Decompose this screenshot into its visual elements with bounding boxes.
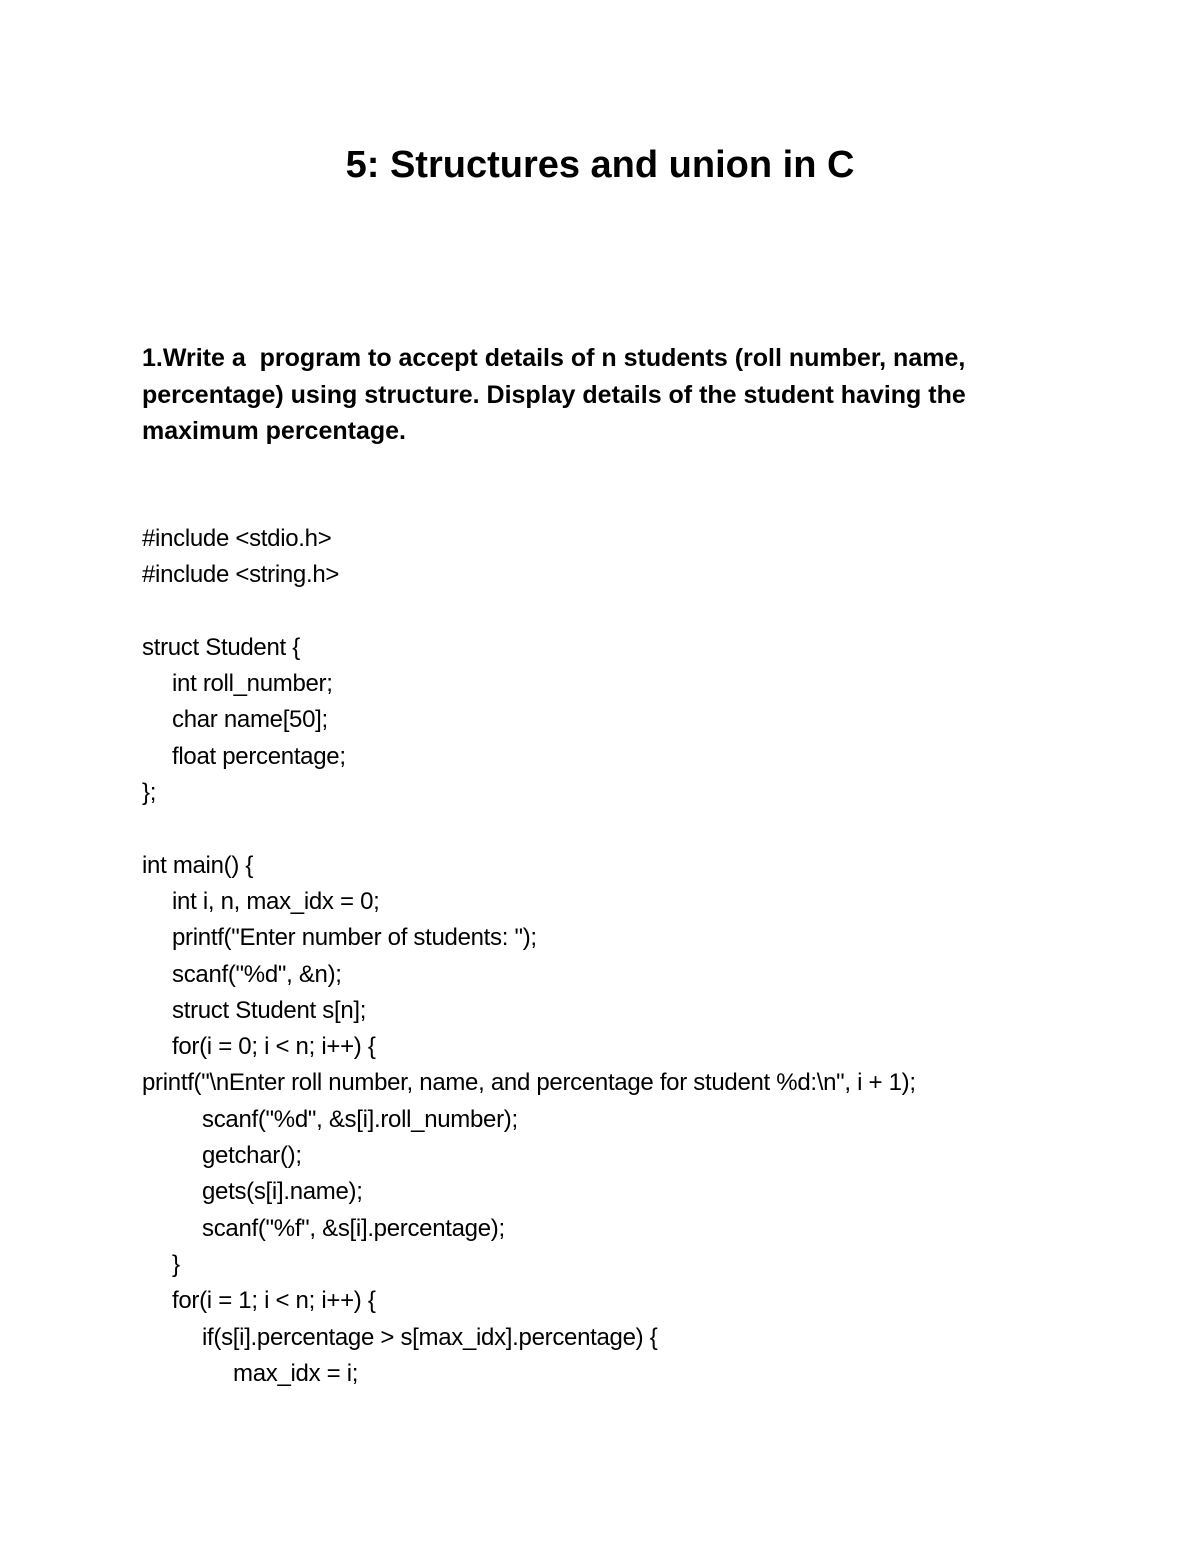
- code-line: int i, n, max_idx = 0;: [172, 887, 380, 915]
- code-line: [142, 594, 1142, 630]
- code-line: for(i = 1; i < n; i++) {: [172, 1287, 376, 1315]
- code-line: scanf("%d", &s[i].roll_number);: [202, 1105, 518, 1133]
- code-line: for(i = 0; i < n; i++) {: [172, 1033, 376, 1061]
- code-line: float percentage;: [172, 742, 346, 770]
- document-title: 5: Structures and union in C: [345, 144, 855, 186]
- code-line: gets(s[i].name);: [202, 1178, 363, 1206]
- question-text: 1.Write a program to accept details of n students (roll number, name, percentage) using structure. Display details of the student having the maximum percentage.: [142, 344, 973, 445]
- code-line: }: [172, 1250, 180, 1278]
- code-line: };: [142, 779, 157, 807]
- code-line: if(s[i].percentage > s[max_idx].percentage) {: [202, 1323, 658, 1351]
- code-line: #include <stdio.h>: [142, 525, 332, 552]
- code-line: char name[50];: [172, 706, 328, 734]
- code-line: printf("\nEnter roll number, name, and percentage for student %d:\n", i + 1);: [142, 1069, 916, 1097]
- code-line: getchar();: [202, 1142, 302, 1170]
- code-line: scanf("%f", &s[i].percentage);: [202, 1214, 505, 1242]
- code-line: int roll_number;: [172, 670, 333, 698]
- code-line: struct Student {: [142, 633, 300, 661]
- code-line: [142, 811, 1142, 847]
- code-line: #include <string.h>: [142, 561, 340, 589]
- code-block: [142, 521, 1142, 1392]
- code-line: max_idx = i;: [233, 1359, 359, 1387]
- code-line: int main() {: [142, 851, 254, 879]
- code-line: scanf("%d", &n);: [172, 960, 342, 988]
- code-line: struct Student s[n];: [172, 996, 367, 1024]
- code-line: printf("Enter number of students: ");: [172, 924, 537, 952]
